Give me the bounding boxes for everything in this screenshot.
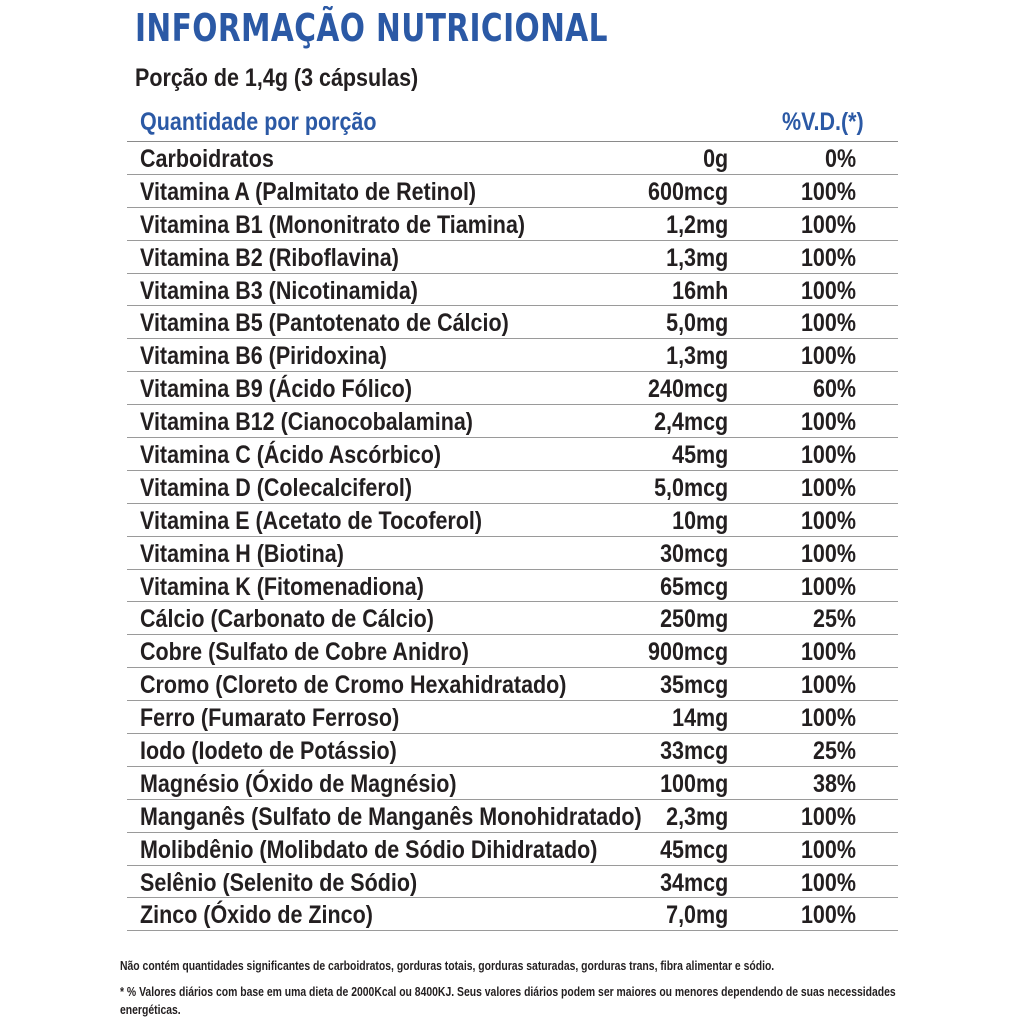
nutrient-name: Magnésio (Óxido de Magnésio) — [140, 769, 457, 798]
table-row — [127, 339, 898, 372]
table-row — [127, 800, 898, 833]
nutrient-daily-value: 25% — [812, 605, 856, 634]
nutrient-name: Vitamina B5 (Pantotenato de Cálcio) — [140, 309, 509, 338]
nutrient-amount: 1,2mg — [665, 210, 728, 239]
portion-size: Porção de 1,4g (3 cápsulas) — [135, 64, 419, 92]
nutrient-amount: 900mcg — [647, 638, 728, 667]
nutrient-amount: 45mcg — [659, 835, 728, 864]
table-row — [127, 372, 898, 405]
nutrient-amount: 34mcg — [659, 868, 728, 897]
table-row — [127, 405, 898, 438]
table-row — [127, 767, 898, 800]
nutrient-name: Selênio (Selenito de Sódio) — [140, 868, 418, 897]
nutrient-daily-value: 100% — [801, 276, 856, 305]
nutrient-daily-value: 60% — [812, 375, 856, 404]
table-row — [127, 537, 898, 570]
nutrient-name: Cálcio (Carbonato de Cálcio) — [140, 605, 434, 634]
nutrient-name: Vitamina E (Acetato de Tocoferol) — [140, 506, 483, 535]
nutrient-daily-value: 100% — [801, 243, 856, 272]
nutrient-amount: 16mh — [671, 276, 728, 305]
nutrient-name: Vitamina B3 (Nicotinamida) — [140, 276, 418, 305]
nutrient-amount: 2,3mg — [665, 802, 728, 831]
table-row — [127, 898, 898, 931]
nutrient-daily-value: 100% — [801, 210, 856, 239]
nutrient-daily-value: 100% — [801, 441, 856, 470]
table-row — [127, 734, 898, 767]
table-row — [127, 635, 898, 668]
nutrient-amount: 30mcg — [659, 539, 728, 568]
nutrient-name: Carboidratos — [140, 145, 274, 173]
nutrient-daily-value: 100% — [801, 671, 856, 700]
column-header-quantity: Quantidade por porção — [140, 108, 377, 136]
nutrient-daily-value: 100% — [801, 868, 856, 897]
nutrient-daily-value: 100% — [801, 309, 856, 338]
nutrient-amount: 33mcg — [659, 737, 728, 766]
table-row — [127, 438, 898, 471]
nutrient-daily-value: 100% — [801, 506, 856, 535]
table-row — [127, 833, 898, 866]
nutrient-amount: 1,3mg — [665, 342, 728, 371]
nutrient-name: Vitamina K (Fitomenadiona) — [140, 572, 424, 601]
table-row — [127, 504, 898, 537]
table-row — [127, 866, 898, 899]
nutrition-table — [127, 142, 898, 931]
nutrient-name: Iodo (Iodeto de Potássio) — [140, 737, 397, 766]
nutrient-amount: 14mg — [671, 704, 728, 733]
table-row — [127, 471, 898, 504]
nutrient-name: Ferro (Fumarato Ferroso) — [140, 704, 400, 733]
nutrient-name: Zinco (Óxido de Zinco) — [140, 901, 373, 930]
nutrient-amount: 2,4mcg — [653, 408, 728, 437]
column-header-daily-value: %V.D.(*) — [782, 108, 864, 136]
nutrient-amount: 600mcg — [647, 177, 728, 206]
nutrient-name: Cromo (Cloreto de Cromo Hexahidratado) — [140, 671, 567, 700]
nutrient-name: Vitamina H (Biotina) — [140, 539, 344, 568]
table-row — [127, 274, 898, 307]
table-row — [127, 208, 898, 241]
nutrient-amount: 35mcg — [659, 671, 728, 700]
nutrient-amount: 0g — [702, 145, 728, 173]
nutrient-daily-value: 100% — [801, 342, 856, 371]
table-row — [127, 701, 898, 734]
nutrient-daily-value: 25% — [812, 737, 856, 766]
footnote-not-significant: Não contém quantidades significantes de carboidratos, gorduras totais, gorduras saturadas, gorduras trans, fibra alimentar e sódio. — [120, 958, 775, 973]
page-title: INFORMAÇÃO NUTRICIONAL — [135, 6, 608, 50]
nutrient-amount: 45mg — [671, 441, 728, 470]
nutrient-name: Vitamina B1 (Mononitrato de Tiamina) — [140, 210, 526, 239]
nutrient-name: Vitamina D (Colecalciferol) — [140, 473, 413, 502]
nutrient-amount: 100mg — [659, 769, 728, 798]
nutrient-amount: 7,0mg — [665, 901, 728, 930]
nutrient-daily-value: 38% — [812, 769, 856, 798]
nutrient-daily-value: 100% — [801, 901, 856, 930]
nutrient-amount: 10mg — [671, 506, 728, 535]
nutrient-amount: 1,3mg — [665, 243, 728, 272]
nutrient-daily-value: 100% — [801, 539, 856, 568]
table-row — [127, 142, 898, 175]
nutrient-name: Vitamina A (Palmitato de Retinol) — [140, 177, 477, 206]
table-row — [127, 668, 898, 701]
nutrient-daily-value: 100% — [801, 802, 856, 831]
nutrient-name: Vitamina B2 (Riboflavina) — [140, 243, 399, 272]
table-row — [127, 175, 898, 208]
nutrient-amount: 5,0mg — [665, 309, 728, 338]
table-row — [127, 306, 898, 339]
nutrient-name: Manganês (Sulfato de Manganês Monohidratado) — [140, 802, 642, 831]
nutrient-daily-value: 100% — [801, 408, 856, 437]
nutrient-name: Vitamina C (Ácido Ascórbico) — [140, 441, 442, 470]
footnote-daily-values: * % Valores diários com base em uma dieta de 2000Kcal ou 8400KJ. Seus valores diários podem ser maiores ou menores dependendo de suas necessidades energéticas. — [120, 984, 896, 1017]
nutrient-name: Vitamina B6 (Piridoxina) — [140, 342, 387, 371]
nutrient-name: Vitamina B9 (Ácido Fólico) — [140, 375, 412, 404]
nutrient-amount: 65mcg — [659, 572, 728, 601]
nutrient-name: Vitamina B12 (Cianocobalamina) — [140, 408, 473, 437]
nutrient-daily-value: 100% — [801, 638, 856, 667]
nutrient-daily-value: 100% — [801, 835, 856, 864]
nutrient-daily-value: 0% — [824, 145, 856, 173]
nutrient-daily-value: 100% — [801, 177, 856, 206]
table-row — [127, 241, 898, 274]
nutrient-amount: 240mcg — [647, 375, 728, 404]
nutrient-daily-value: 100% — [801, 473, 856, 502]
nutrient-daily-value: 100% — [801, 704, 856, 733]
nutrient-amount: 5,0mcg — [653, 473, 728, 502]
table-row — [127, 602, 898, 635]
table-row — [127, 570, 898, 603]
nutrient-amount: 250mg — [659, 605, 728, 634]
nutrient-daily-value: 100% — [801, 572, 856, 601]
nutrient-name: Molibdênio (Molibdato de Sódio Dihidratado) — [140, 835, 598, 864]
nutrient-name: Cobre (Sulfato de Cobre Anidro) — [140, 638, 469, 667]
